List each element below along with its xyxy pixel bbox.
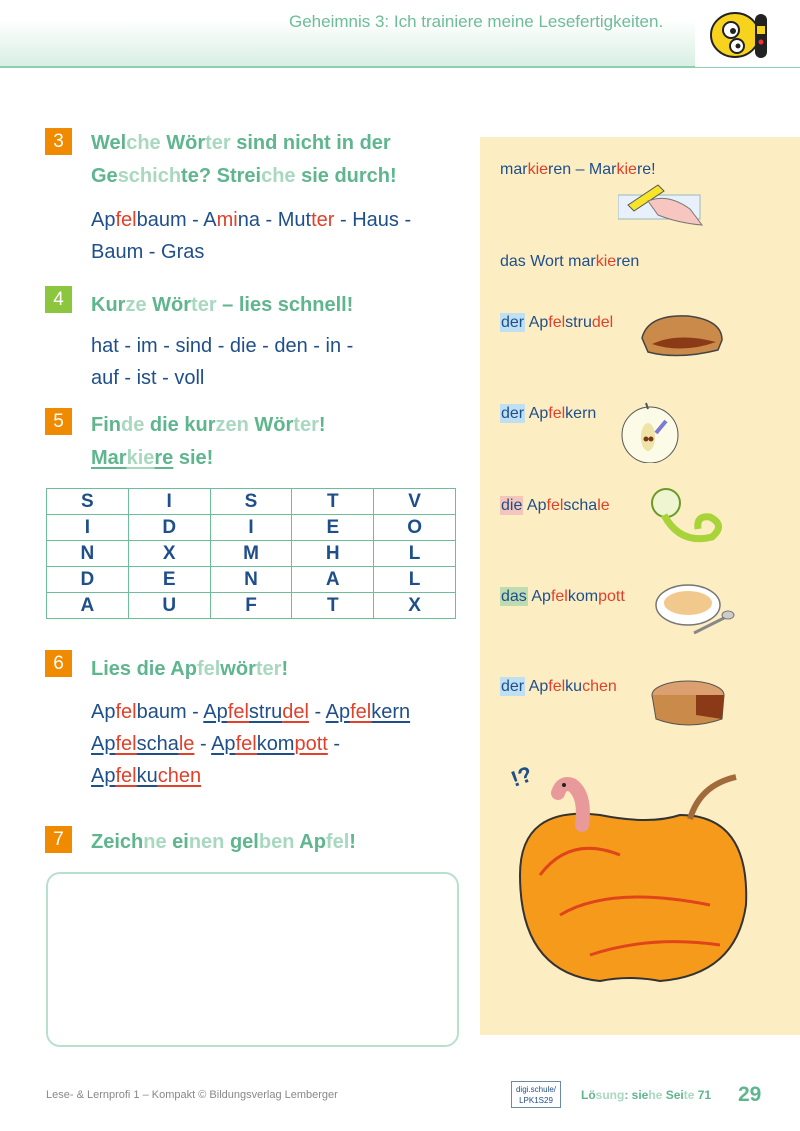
syllable: !	[349, 831, 356, 853]
syllable: chen	[157, 765, 202, 787]
syllable: ne	[143, 831, 173, 853]
grid-cell[interactable]: E	[128, 567, 210, 593]
syllable: Baum - Gras	[91, 241, 205, 263]
task-4-word-list-line-1	[91, 335, 353, 358]
syllable: sie!	[173, 447, 214, 469]
drawing-area[interactable]	[46, 872, 459, 1047]
syllable: le	[178, 733, 195, 755]
syllable: !	[281, 658, 289, 680]
digi-schule-code[interactable]	[511, 1081, 561, 1108]
vocab-item	[500, 405, 596, 423]
syllable: Ap	[528, 405, 549, 422]
syllable: baum	[136, 701, 187, 723]
syllable: Fin	[91, 414, 121, 436]
article: der	[501, 678, 525, 695]
apple-with-worm-icon	[510, 755, 760, 992]
grid-cell[interactable]: I	[47, 515, 129, 541]
syllable: ter	[191, 294, 217, 316]
sidebar-example	[500, 253, 639, 271]
syllable: Ap	[91, 701, 116, 723]
syllable: na - Mut	[237, 209, 312, 231]
syllable: he	[648, 1088, 666, 1102]
digi-code-line: digi.schule/	[515, 1085, 557, 1094]
syllable: ren	[616, 253, 640, 270]
grid-row	[47, 489, 456, 515]
syllable: Ap	[203, 701, 228, 723]
syllable: kom	[567, 588, 599, 605]
syllable: 71	[697, 1088, 712, 1102]
article: der	[501, 405, 525, 422]
syllable: ku	[565, 678, 583, 695]
syllable: ter	[311, 209, 335, 231]
task-6-words-line-2	[91, 733, 340, 756]
syllable: fel	[548, 678, 566, 695]
syllable: sie durch!	[301, 165, 397, 187]
syllable: Wör	[254, 414, 294, 436]
task-5-heading-line-1	[91, 414, 326, 437]
syllable: wör	[220, 658, 256, 680]
syllable: fel	[115, 701, 137, 723]
syllable: Wör	[166, 132, 206, 154]
grid-cell[interactable]: S	[47, 489, 129, 515]
grid-cell[interactable]: N	[47, 541, 129, 567]
article: die	[501, 497, 523, 514]
grid-cell[interactable]: X	[128, 541, 210, 567]
grid-cell[interactable]: T	[292, 489, 374, 515]
task-6-heading	[91, 658, 288, 681]
article: das	[501, 588, 527, 605]
grid-cell[interactable]: U	[128, 593, 210, 619]
task-3-heading-line-1	[91, 132, 391, 155]
syllable: – lies schnell!	[216, 294, 354, 316]
vocab-word	[529, 314, 614, 331]
syllable: zen	[215, 414, 255, 436]
syllable: Wör	[152, 294, 192, 316]
syllable: del	[282, 701, 309, 723]
syllable: !	[318, 414, 326, 436]
syllable: kie	[126, 447, 155, 469]
task-5-heading-line-2	[91, 447, 213, 470]
syllable: kie	[527, 161, 549, 178]
vocab-word	[527, 497, 610, 514]
syllable: fel	[548, 405, 566, 422]
syllable: kie	[595, 253, 617, 270]
syllable: ren – Mar	[548, 161, 617, 178]
syllable: ei	[172, 831, 189, 853]
page-number: 29	[738, 1083, 762, 1106]
syllable: nen	[188, 831, 230, 853]
syllable: pott	[598, 588, 625, 605]
syllable: ter	[293, 414, 319, 436]
syllable: -	[308, 701, 326, 723]
grid-cell[interactable]: I	[128, 489, 210, 515]
syllable: te	[683, 1088, 698, 1102]
mascot-icon	[695, 0, 800, 67]
grid-cell[interactable]: E	[292, 515, 374, 541]
task-number-badge: 3	[45, 128, 72, 155]
task-6-words-line-3	[91, 765, 201, 788]
solution-hint	[581, 1088, 711, 1102]
task-number-badge: 6	[45, 650, 72, 677]
header-title: Geheimnis 3: Ich trainiere meine Lesefertigkeiten.	[289, 12, 664, 31]
vocab-word	[529, 678, 617, 695]
syllable: le	[597, 497, 610, 514]
vocabulary-sidebar	[480, 137, 800, 1035]
syllable: chen	[582, 678, 617, 695]
syllable: scha	[563, 497, 598, 514]
syllable: -	[194, 733, 212, 755]
syllable: che	[261, 165, 302, 187]
syllable: fel	[115, 209, 137, 231]
grid-cell[interactable]: D	[47, 567, 129, 593]
task-number-badge: 7	[45, 826, 72, 853]
sidebar-instruction	[500, 161, 656, 179]
syllable: te? Strei	[181, 165, 262, 187]
syllable: fel	[546, 497, 564, 514]
syllable: del	[591, 314, 614, 331]
syllable: Lies die Ap	[91, 658, 197, 680]
copyright: Lese- & Lernprofi 1 – Kompakt © Bildungsverlag Lemberger	[46, 1089, 338, 1101]
syllable: auf - ist - voll	[91, 367, 205, 389]
syllable: fel	[115, 765, 137, 787]
grid-row	[47, 541, 456, 567]
grid-cell[interactable]: X	[374, 593, 456, 619]
syllable: ter	[255, 658, 282, 680]
syllable: kern	[371, 701, 411, 723]
syllable: stru	[565, 314, 592, 331]
syllable: ku	[136, 765, 158, 787]
syllable: fel	[325, 831, 350, 853]
syllable: Ap	[91, 765, 116, 787]
syllable: Ap	[325, 701, 351, 723]
apple-compote-icon	[654, 581, 736, 646]
task-number-badge: 4	[45, 286, 72, 313]
syllable: gel	[229, 831, 259, 853]
apple-core-icon	[618, 401, 682, 468]
task-4-heading	[91, 294, 353, 317]
syllable: fel	[350, 701, 372, 723]
task-3-heading-line-2	[91, 165, 397, 188]
syllable: -	[186, 701, 204, 723]
syllable: Wel	[91, 132, 127, 154]
syllable: Mar	[91, 447, 127, 469]
page-header	[0, 0, 800, 68]
vocab-word	[531, 588, 624, 605]
syllable: kie	[616, 161, 637, 178]
syllable: mar	[500, 161, 528, 178]
worm-exclamation: !?	[510, 761, 536, 792]
task-3-word-list-line-2	[91, 241, 204, 264]
syllable: hat - im - sind - die - den - in -	[91, 335, 354, 357]
syllable: Ap	[91, 209, 116, 231]
syllable: re!	[636, 161, 656, 178]
syllable: Ap	[211, 733, 236, 755]
grid-cell[interactable]: L	[374, 567, 456, 593]
task-4-word-list-line-2	[91, 367, 204, 390]
syllable: Ap	[299, 831, 326, 853]
grid-cell[interactable]: A	[292, 567, 374, 593]
digi-code-line: LPK1S29	[519, 1096, 553, 1105]
syllable: de	[121, 414, 150, 436]
syllable: -	[327, 733, 341, 755]
grid-row	[47, 593, 456, 619]
vocab-item	[500, 678, 617, 696]
syllable: Ap	[91, 733, 116, 755]
syllable: schich	[117, 165, 182, 187]
syllable: Kur	[91, 294, 126, 316]
syllable: mi	[216, 209, 238, 231]
grid-cell[interactable]: S	[210, 489, 292, 515]
grid-cell[interactable]: F	[210, 593, 292, 619]
grid-cell[interactable]: A	[47, 593, 129, 619]
grid-cell[interactable]: D	[128, 515, 210, 541]
vocab-item	[500, 588, 625, 606]
grid-cell[interactable]: V	[374, 489, 456, 515]
letter-grid	[46, 488, 456, 619]
syllable: fel	[227, 701, 249, 723]
syllable: kom	[256, 733, 295, 755]
grid-cell[interactable]: I	[210, 515, 292, 541]
syllable: Lö	[581, 1088, 596, 1102]
syllable: ben	[258, 831, 300, 853]
syllable: stru	[248, 701, 283, 723]
grid-cell[interactable]: T	[292, 593, 374, 619]
syllable: Ge	[91, 165, 118, 187]
grid-cell[interactable]: O	[374, 515, 456, 541]
syllable: das Wort mar	[500, 253, 596, 270]
syllable: fel	[196, 658, 221, 680]
task-3-word-list-line-1	[91, 209, 411, 232]
apple-pie-icon	[650, 675, 730, 740]
highlighter-hand-icon	[618, 179, 704, 232]
grid-cell[interactable]: N	[210, 567, 292, 593]
syllable: baum - A	[136, 209, 217, 231]
syllable: re	[154, 447, 174, 469]
grid-cell[interactable]: M	[210, 541, 292, 567]
vocab-item	[500, 497, 610, 515]
syllable: fel	[235, 733, 257, 755]
syllable: Ap	[526, 497, 547, 514]
syllable: Sei	[665, 1088, 684, 1102]
syllable: Zeich	[91, 831, 144, 853]
grid-cell[interactable]: L	[374, 541, 456, 567]
syllable: sung	[595, 1088, 625, 1102]
syllable: Ap	[528, 678, 549, 695]
task-6-words-line-1	[91, 701, 410, 724]
syllable: kern	[565, 405, 597, 422]
syllable: die kur	[149, 414, 216, 436]
article: der	[501, 314, 525, 331]
vocab-word	[529, 405, 597, 422]
syllable: scha	[136, 733, 179, 755]
grid-row	[47, 567, 456, 593]
syllable: ze	[125, 294, 153, 316]
syllable: Ap	[528, 314, 549, 331]
syllable: - Haus -	[334, 209, 412, 231]
syllable: ter	[205, 132, 237, 154]
syllable: pott	[294, 733, 328, 755]
syllable: sind nicht in der	[236, 132, 391, 154]
syllable: fel	[550, 588, 568, 605]
vocab-item	[500, 314, 613, 332]
syllable: fel	[548, 314, 566, 331]
syllable: fel	[115, 733, 137, 755]
syllable: che	[126, 132, 167, 154]
apple-peel-icon	[650, 485, 726, 556]
syllable: : sie	[624, 1088, 649, 1102]
apple-strudel-icon	[638, 310, 724, 363]
grid-cell[interactable]: H	[292, 541, 374, 567]
task-number-badge: 5	[45, 408, 72, 435]
task-7-heading	[91, 831, 356, 854]
syllable: Ap	[531, 588, 551, 605]
grid-row	[47, 515, 456, 541]
